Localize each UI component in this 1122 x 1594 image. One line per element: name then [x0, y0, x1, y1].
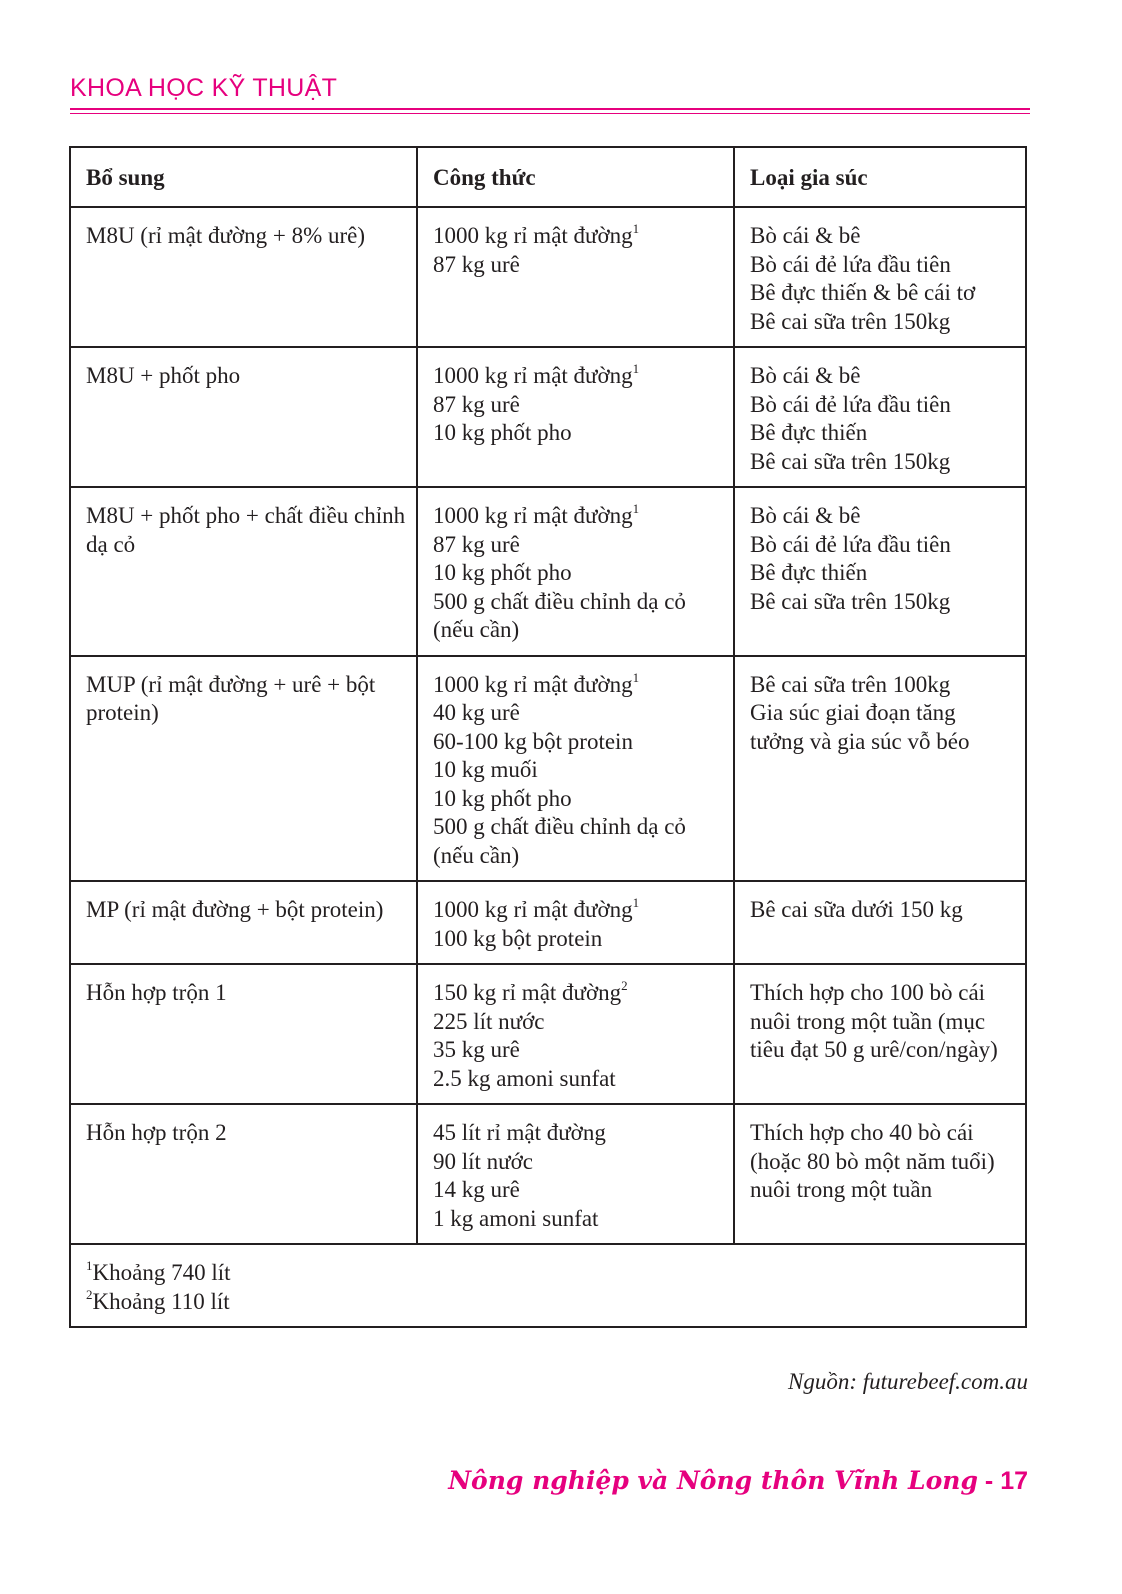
formula-text: 150 kg rỉ mật đường: [433, 980, 622, 1005]
formula-text: 90 lít nước: [433, 1148, 534, 1174]
formula-cell: [417, 207, 734, 347]
formula-line: [433, 559, 723, 588]
formula-line: [433, 699, 723, 728]
formula-line: [433, 1176, 723, 1205]
livestock-line: Bê đực thiến: [750, 560, 868, 585]
footnote-ref: 1: [632, 361, 640, 376]
formula-text: 1000 kg rỉ mật đường: [433, 897, 633, 922]
formula-line: [433, 222, 723, 251]
footnote: [86, 1288, 1015, 1317]
formula-text: 10 kg muối: [433, 757, 538, 782]
table-row: [70, 881, 1026, 964]
supplement-name: M8U (rỉ mật đường + 8% urê): [86, 223, 366, 248]
formula-line: [433, 251, 723, 280]
formula-text: 10 kg phốt pho: [433, 560, 572, 585]
table-row: [70, 964, 1026, 1104]
supplement-cell: [70, 207, 417, 347]
livestock-line: Bò cái đẻ lứa đầu tiên: [750, 391, 951, 417]
formula-text: 87 kg urê: [433, 251, 520, 277]
supplement-name: M8U + phốt pho: [86, 363, 241, 388]
livestock-line: Bê đực thiến: [750, 420, 868, 445]
formula-text: 87 kg urê: [433, 391, 520, 417]
formula-line: [433, 502, 723, 531]
formula-line: [433, 1119, 723, 1148]
formula-line: [433, 671, 723, 700]
formula-text: 1000 kg rỉ mật đường: [433, 223, 633, 248]
formula-text: 1000 kg rỉ mật đường: [433, 503, 633, 528]
livestock-line: Bò cái & bê: [750, 363, 861, 388]
formula-text: 14 kg urê: [433, 1177, 520, 1202]
column-header: Công thức: [417, 147, 734, 207]
formula-cell: [417, 347, 734, 487]
footnote-cell: [70, 1244, 1026, 1327]
livestock-cell: [734, 347, 1026, 487]
formula-line: [433, 1205, 723, 1234]
formula-line: [433, 1008, 723, 1037]
supplement-cell: [70, 881, 417, 964]
formula-text: 87 kg urê: [433, 531, 520, 557]
table-row: [70, 347, 1026, 487]
livestock-line: Bê cai sữa trên 100kg: [750, 671, 951, 697]
section-title: KHOA HỌC KỸ THUẬT: [70, 74, 338, 102]
supplement-cell: [70, 964, 417, 1104]
formula-line: [433, 785, 723, 814]
source-credit: Nguồn: futurebeef.com.au: [788, 1369, 1028, 1394]
page-footer: [448, 1466, 1028, 1496]
formula-line: [433, 1036, 723, 1065]
formula-cell: [417, 1104, 734, 1244]
formula-text: 10 kg phốt pho: [433, 420, 572, 445]
supplement-name: MUP (rỉ mật đường + urê + bột protein): [86, 671, 376, 725]
formula-line: [433, 391, 723, 420]
formula-line: [433, 979, 723, 1008]
table-row: [70, 656, 1026, 882]
header-rule-thin: [70, 113, 1030, 114]
livestock-cell: [734, 487, 1026, 656]
formula-line: [433, 813, 723, 870]
livestock-line: Bê cai sữa trên 150kg: [750, 308, 951, 334]
livestock-cell: [734, 207, 1026, 347]
formula-text: 500 g chất điều chỉnh dạ cỏ (nếu cần): [433, 814, 686, 868]
supplement-name: Hỗn hợp trộn 1: [86, 980, 227, 1005]
supplement-name: M8U + phốt pho + chất điều chỉnh dạ cỏ: [86, 503, 406, 557]
table-row: [70, 1104, 1026, 1244]
formula-line: [433, 1148, 723, 1177]
livestock-cell: [734, 1104, 1026, 1244]
formula-text: 1000 kg rỉ mật đường: [433, 363, 633, 388]
supplement-name: Hỗn hợp trộn 2: [86, 1120, 227, 1145]
formula-line: [433, 531, 723, 560]
supplement-cell: [70, 1104, 417, 1244]
footnote-mark: 2: [86, 1286, 93, 1302]
livestock-cell: [734, 881, 1026, 964]
formula-text: 1 kg amoni sunfat: [433, 1205, 599, 1231]
livestock-line: Thích hợp cho 40 bò cái (hoặc 80 bò một năm tuổi) nuôi trong một tuần: [750, 1120, 995, 1202]
formula-text: 100 kg bột protein: [433, 925, 603, 951]
livestock-line: Bò cái & bê: [750, 503, 861, 528]
formula-text: 2.5 kg amoni sunfat: [433, 1065, 616, 1091]
formula-text: 35 kg urê: [433, 1037, 520, 1062]
supplement-table: [69, 146, 1027, 1328]
formula-line: [433, 756, 723, 785]
footer-separator: -: [977, 1467, 1001, 1495]
formula-text: 500 g chất điều chỉnh dạ cỏ (nếu cần): [433, 588, 686, 642]
table-header-row: [70, 147, 1026, 207]
supplement-cell: [70, 487, 417, 656]
footnote-text: Khoảng 740 lít: [92, 1260, 231, 1285]
formula-cell: [417, 881, 734, 964]
formula-line: [433, 588, 723, 645]
livestock-line: Bò cái đẻ lứa đầu tiên: [750, 531, 951, 557]
formula-cell: [417, 964, 734, 1104]
table-row: [70, 207, 1026, 347]
supplement-cell: [70, 656, 417, 882]
livestock-line: Bê cai sữa trên 150kg: [750, 588, 951, 614]
header-rule: [70, 108, 1030, 110]
livestock-line: Thích hợp cho 100 bò cái nuôi trong một tuần (mục tiêu đạt 50 g urê/con/ngày): [750, 980, 998, 1062]
footnote-ref: 1: [632, 895, 640, 910]
page-number: 17: [1000, 1467, 1028, 1495]
magazine-name: Nông nghiệp và Nông thôn Vĩnh Long: [448, 1466, 978, 1495]
formula-cell: [417, 487, 734, 656]
formula-cell: [417, 656, 734, 882]
formula-text: 1000 kg rỉ mật đường: [433, 671, 633, 697]
livestock-cell: [734, 964, 1026, 1104]
livestock-line: Bê cai sữa dưới 150 kg: [750, 897, 963, 922]
formula-text: 40 kg urê: [433, 700, 520, 725]
livestock-line: Gia súc giai đoạn tăng tưởng và gia súc vỗ béo: [750, 700, 970, 754]
footnote-text: Khoảng 110 lít: [92, 1288, 230, 1314]
livestock-cell: [734, 656, 1026, 882]
footnote-ref: 1: [632, 221, 640, 236]
livestock-line: Bê cai sữa trên 150kg: [750, 448, 951, 474]
livestock-line: Bò cái & bê: [750, 223, 861, 248]
table-row: [70, 487, 1026, 656]
formula-line: [433, 1065, 723, 1094]
formula-line: [433, 728, 723, 757]
supplement-name: MP (rỉ mật đường + bột protein): [86, 897, 384, 922]
formula-line: [433, 896, 723, 925]
formula-line: [433, 419, 723, 448]
formula-text: 60-100 kg bột protein: [433, 728, 633, 754]
supplement-cell: [70, 347, 417, 487]
column-header: Loại gia súc: [734, 147, 1026, 207]
footnote-mark: 1: [86, 1258, 93, 1273]
footnote-ref: 1: [632, 669, 640, 685]
formula-line: [433, 362, 723, 391]
footnote: [86, 1259, 1015, 1288]
formula-text: 225 lít nước: [433, 1008, 545, 1034]
livestock-line: Bò cái đẻ lứa đầu tiên: [750, 251, 951, 277]
formula-text: 10 kg phốt pho: [433, 785, 572, 811]
column-header: Bổ sung: [70, 147, 417, 207]
formula-line: [433, 925, 723, 954]
formula-text: 45 lít rỉ mật đường: [433, 1120, 606, 1145]
footnote-row: [70, 1244, 1026, 1327]
footnote-ref: 2: [621, 978, 628, 993]
livestock-line: Bê đực thiến & bê cái tơ: [750, 280, 976, 305]
footnote-ref: 1: [632, 501, 640, 516]
